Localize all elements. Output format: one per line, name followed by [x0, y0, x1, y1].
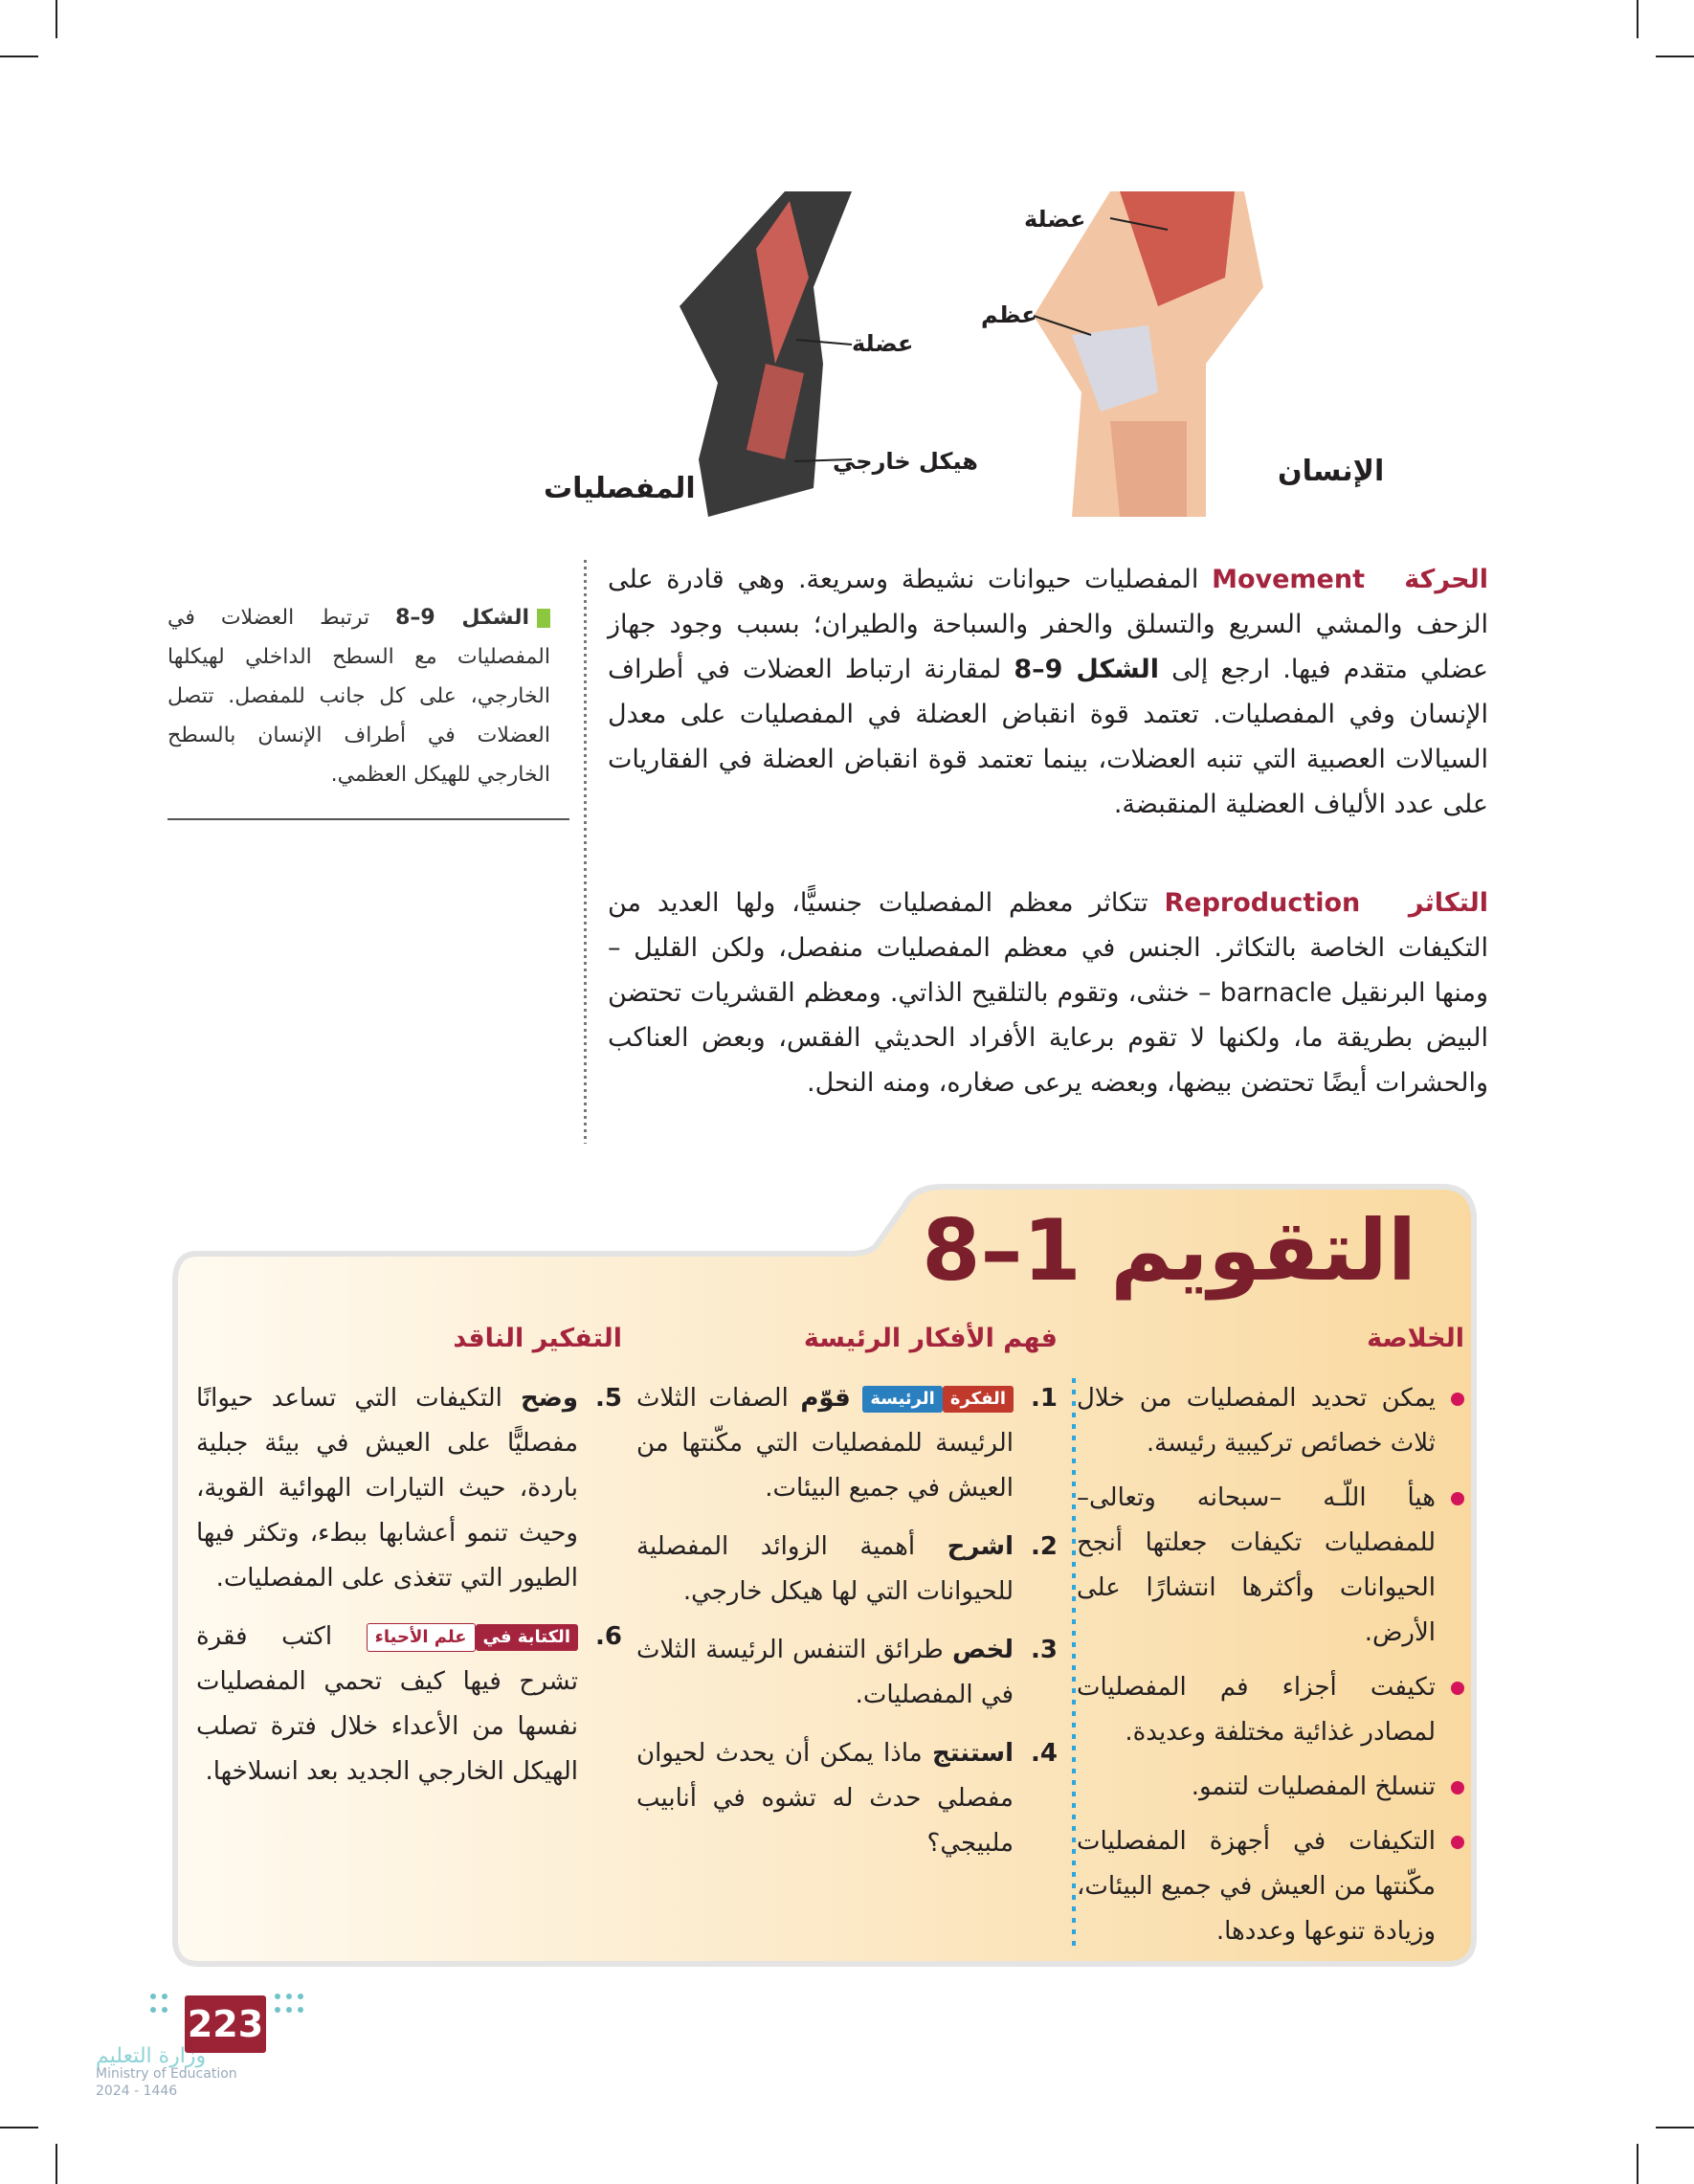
question-text: اكتب فقرة تشرح فيها كيف تحمي المفصليات نفسها من الأعداء خلال فترة تصلب الهيكل الخارجي الجديد بعد انسلاخها. — [196, 1622, 578, 1786]
english-reproduction: Reproduction — [1164, 888, 1361, 918]
paragraph-movement — [608, 557, 1488, 827]
question-text: ماذا يمكن أن يحدث لحيوان مفصلي حدث له تشوه في أنابيب ملبيجي؟ — [636, 1739, 1014, 1858]
bullet-icon — [1451, 1682, 1464, 1695]
question-text: أهمية الزوائد المفصلية للحيوانات التي لها هيكل خارجي. — [636, 1532, 1014, 1606]
caption-rule — [167, 818, 569, 820]
main-ideas-heading: فهم الأفكار الرئيسة — [803, 1324, 1058, 1353]
main-ideas-column — [636, 1316, 1058, 1880]
crop-mark — [56, 0, 57, 38]
summary-item — [1077, 1376, 1464, 1466]
summary-column — [1077, 1316, 1464, 1964]
caption-marker-icon — [537, 609, 550, 628]
figure-title-arthropods: المفصليات — [544, 472, 696, 505]
tag-writing: الكتابة في — [476, 1624, 578, 1651]
figure-title-human: الإنسان — [1278, 455, 1385, 488]
summary-item — [1077, 1665, 1464, 1755]
keyword-reproduction: التكاثر — [1408, 888, 1489, 918]
ministry-logo — [96, 2044, 237, 2100]
critical-heading: التفكير الناقد — [453, 1324, 622, 1353]
reproduction-text-2: – خنثى، وتقوم بالتلقيح الذاتي. ومعظم القشريات تحتضن البيض بطريقة ما، ولكنها لا تقوم برعاية الأفراد الحديثي الفقس، وبعض العناكب والحشرات أيضًا تحتضن بيضها، وبعضه يرعى صغاره، ومنه النحل. — [608, 978, 1488, 1098]
human-lower-leg — [1110, 421, 1187, 517]
summary-item — [1077, 1765, 1464, 1810]
english-movement: Movement — [1212, 565, 1365, 594]
question-verb: استنتج — [931, 1739, 1014, 1768]
movement-figure-ref: الشكل 9–8 — [1014, 655, 1160, 684]
summary-item — [1077, 1476, 1464, 1656]
label-muscle-arthropod: عضلة — [852, 330, 914, 357]
figure-caption — [167, 598, 550, 794]
question-verb: اشرح — [947, 1532, 1014, 1561]
question-4 — [636, 1731, 1058, 1866]
question-text: التكيفات التي تساعد حيوانًا مفصليًّا على العيش في بيئة جبلية باردة، حيث التيارات الهوائية القوية، وحيث تنمو أعشابها ببطء، وتكثر فيها الطيور التي تتغذى على المفصليات. — [196, 1384, 578, 1593]
question-number: 1. — [1031, 1384, 1058, 1413]
question-text: الصفات الثلاث الرئيسة للمفصليات التي مكّنتها من العيش في جميع البيئات. — [636, 1384, 1014, 1503]
question-number: 6. — [595, 1622, 622, 1651]
critical-column — [196, 1316, 622, 1808]
paragraph-reproduction — [608, 880, 1488, 1105]
crop-mark — [56, 2144, 57, 2184]
page-number: 223 — [185, 1995, 266, 2053]
crop-mark — [0, 56, 38, 57]
summary-item-text: يمكن تحديد المفصليات من خلال ثلاث خصائص تركيبية رئيسة. — [1077, 1384, 1436, 1458]
question-1 — [636, 1376, 1058, 1511]
ministry-name-en: Ministry of Education — [96, 2066, 237, 2082]
caption-text: ترتبط العضلات في المفصليات مع السطح الداخلي لهيكلها الخارجي، على كل جانب للمفصل. تتصل العضلات في أطراف الإنسان بالسطح الخارجي للهيكل العظمي. — [167, 606, 550, 787]
review-title: التقويم 1–8 — [922, 1201, 1416, 1300]
tag-idea: الفكرة — [943, 1386, 1014, 1413]
summary-item-text: التكيفات في أجهزة المفصليات مكّنتها من العيش في جميع البيئات، وزيادة تنوعها وعددها. — [1077, 1827, 1436, 1946]
footer-year: 2024 - 1446 — [96, 2084, 178, 2099]
ministry-name-ar: وزارة التعليم — [96, 2044, 207, 2068]
tag-biology: علم الأحياء — [367, 1623, 476, 1652]
question-number: 2. — [1031, 1532, 1058, 1561]
question-2 — [636, 1525, 1058, 1615]
question-verb: قوّم — [800, 1384, 851, 1413]
question-number: 3. — [1031, 1636, 1058, 1664]
keyword-movement: الحركة — [1404, 565, 1488, 594]
label-muscle-human: عضلة — [1024, 206, 1086, 233]
bullet-icon — [1451, 1492, 1464, 1505]
summary-heading: الخلاصة — [1367, 1324, 1464, 1353]
question-number: 4. — [1031, 1739, 1058, 1768]
dotted-separator — [1072, 1378, 1076, 1952]
question-verb: لخص — [952, 1636, 1014, 1664]
summary-item — [1077, 1819, 1464, 1954]
summary-item-text: هيأ اللّـه –سبحانه وتعالى– للمفصليات تكيفات جعلتها أنجح الحيوانات وأكثرها انتشارًا على الأرض. — [1077, 1483, 1436, 1647]
question-5 — [196, 1376, 622, 1601]
question-text: طرائق التنفس الرئيسة الثلاث في المفصليات. — [636, 1636, 1014, 1709]
column-divider — [584, 560, 587, 1144]
movement-text-2: لمقارنة ارتباط العضلات في أطراف الإنسان وفي المفصليات. تعتمد قوة انقباض العضلة في المفصليات على معدل السيالات العصبية التي تنبه العضلات، بينما تعتمد قوة انقباض العضلة في الفقاريات على عدد الألياف العضلية المنقبضة. — [608, 655, 1488, 819]
crop-mark — [1637, 2144, 1638, 2184]
bullet-icon — [1451, 1393, 1464, 1406]
question-number: 5. — [595, 1384, 622, 1413]
crop-mark — [1656, 2127, 1694, 2128]
movement-text-1: المفصليات حيوانات نشيطة وسريعة. وهي قادرة على الزحف والمشي السريع والتسلق والحفر والسباحة والطيران؛ بسبب وجود جهاز عضلي متقدم فيها. ارجع إلى — [608, 565, 1488, 684]
summary-item-text: تكيفت أجزاء فم المفصليات لمصادر غذائية مختلفة وعديدة. — [1077, 1673, 1436, 1747]
bullet-icon — [1451, 1781, 1464, 1794]
label-exoskeleton: هيكل خارجي — [833, 448, 978, 475]
caption-figure-id: الشكل 9–8 — [395, 606, 529, 630]
tag-main: الرئيسة — [862, 1386, 942, 1413]
reproduction-english-barnacle: barnacle — [1219, 978, 1332, 1008]
crop-mark — [1637, 0, 1638, 38]
crop-mark — [0, 2127, 38, 2128]
summary-item-text: تنسلخ المفصليات لتنمو. — [1191, 1772, 1436, 1801]
bullet-icon — [1451, 1836, 1464, 1849]
question-6 — [196, 1615, 622, 1794]
reproduction-text-1: تتكاثر معظم المفصليات جنسيًّا، ولها العديد من التكيفات الخاصة بالتكاثر. الجنس في معظم المفصليات منفصل، ولكن القليل –ومنها البرنقيل — [608, 888, 1488, 1008]
question-3 — [636, 1628, 1058, 1718]
label-bone: عظم — [981, 301, 1037, 328]
question-verb: وضح — [520, 1384, 578, 1413]
crop-mark — [1656, 56, 1694, 57]
